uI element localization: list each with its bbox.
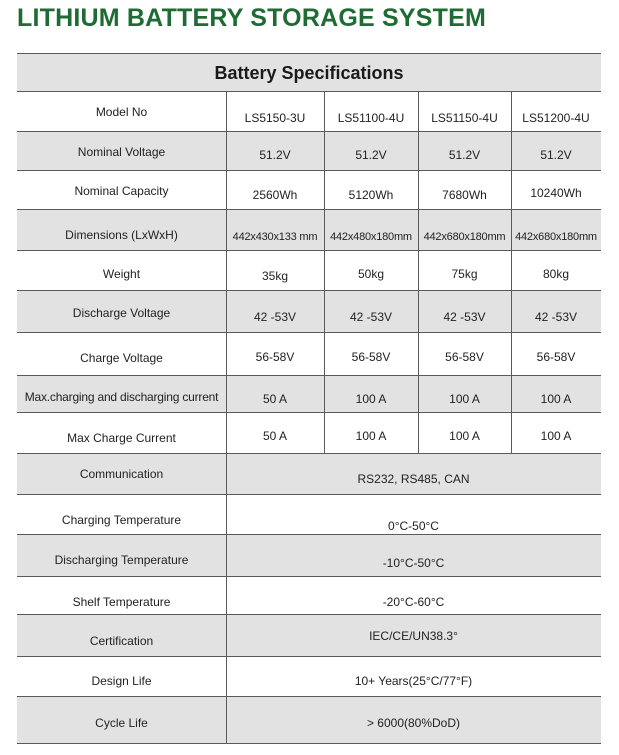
- value-cell: 442x680x180mm: [423, 231, 506, 243]
- model-cell: LS51150-4U: [431, 111, 498, 125]
- value-cell: 7680Wh: [442, 188, 487, 202]
- row-label-max-charging-discharging-current: Max.charging and discharging current: [24, 390, 219, 404]
- row-label-discharging-temperature: Discharging Temperature: [54, 553, 189, 567]
- model-cell: LS51200-4U: [522, 111, 590, 125]
- value-cell: 75kg: [451, 267, 478, 281]
- row-label-charge-voltage: Charge Voltage: [80, 351, 163, 365]
- value-cell: 80kg: [542, 267, 570, 281]
- row-label-weight: Weight: [102, 267, 141, 281]
- row-label-shelf-temperature: Shelf Temperature: [72, 595, 171, 609]
- value-cell: > 6000(80%DoD): [366, 716, 461, 730]
- model-cell: LS5150-3U: [244, 111, 306, 125]
- value-cell: 56-58V: [536, 350, 576, 364]
- row-label-model: Model No: [95, 105, 148, 119]
- value-cell: 0°C-50°C: [388, 519, 439, 533]
- value-cell: IEC/CE/UN38.3°: [369, 629, 458, 643]
- value-cell: 2560Wh: [252, 188, 298, 202]
- value-cell: 51.2V: [540, 148, 572, 162]
- value-cell: 100 A: [540, 392, 572, 406]
- row-label-charging-temperature: Charging Temperature: [61, 513, 182, 527]
- value-cell: 100 A: [540, 429, 572, 443]
- page-title: LITHIUM BATTERY STORAGE SYSTEM: [17, 4, 486, 32]
- row-label-dimensions: Dimensions (LxWxH): [65, 228, 178, 242]
- value-cell: 50 A: [262, 392, 288, 406]
- value-cell: 50 A: [262, 429, 288, 443]
- value-cell: RS232, RS485, CAN: [357, 472, 470, 486]
- value-cell: 51.2V: [448, 148, 481, 162]
- value-cell: 5120Wh: [348, 188, 394, 202]
- value-cell: -10°C-50°C: [382, 556, 445, 570]
- value-cell: 50kg: [357, 267, 385, 281]
- row-label-design-life: Design Life: [91, 674, 152, 688]
- value-cell: 56-58V: [351, 350, 391, 364]
- value-cell: 100 A: [355, 392, 387, 406]
- value-cell: 100 A: [449, 429, 480, 443]
- value-cell: 100 A: [355, 429, 387, 443]
- value-cell: 42 -53V: [349, 310, 393, 324]
- row-label-discharge-voltage: Discharge Voltage: [72, 306, 171, 320]
- row-label-nominal-voltage: Nominal Voltage: [77, 145, 166, 159]
- row-label-cycle-life: Cycle Life: [95, 716, 148, 730]
- row-label-certification: Certification: [89, 634, 154, 648]
- table-heading: Battery Specifications: [17, 53, 601, 92]
- value-cell: 42 -53V: [253, 310, 297, 324]
- value-cell: 10240Wh: [530, 186, 582, 200]
- row-label-communication: Communication: [79, 467, 164, 481]
- value-cell: 100 A: [449, 392, 480, 406]
- model-cell: LS51100-4U: [337, 111, 405, 125]
- value-cell: -20°C-60°C: [382, 595, 445, 609]
- row-label-max-charge-current: Max Charge Current: [67, 431, 176, 445]
- value-cell: 42 -53V: [443, 310, 486, 324]
- specifications-table: [17, 53, 601, 743]
- value-cell: 56-58V: [255, 350, 295, 364]
- value-cell: 51.2V: [259, 148, 291, 162]
- value-cell: 35kg: [261, 269, 289, 283]
- value-cell: 442x480x180mm: [330, 231, 412, 243]
- value-cell: 442x680x180mm: [515, 231, 597, 243]
- value-cell: 442x430x133 mm: [232, 231, 318, 243]
- value-cell: 56-58V: [445, 350, 484, 364]
- value-cell: 10+ Years(25°C/77°F): [354, 674, 473, 688]
- row-label-nominal-capacity: Nominal Capacity: [74, 184, 169, 198]
- value-cell: 42 -53V: [534, 310, 578, 324]
- value-cell: 51.2V: [355, 148, 387, 162]
